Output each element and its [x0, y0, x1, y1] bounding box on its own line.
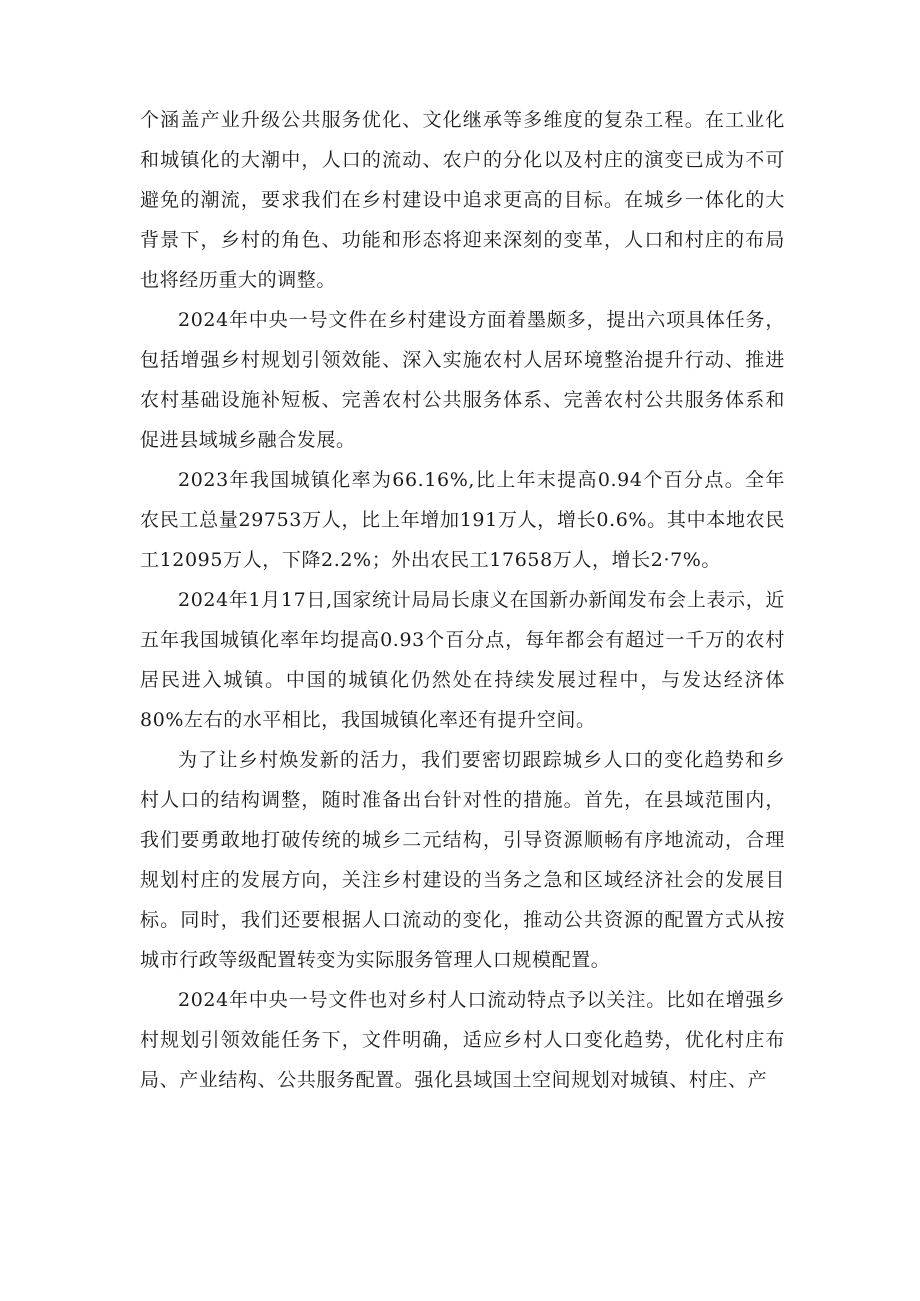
paragraph-4: 2024年1月17日,国家统计局局长康义在国新办新闻发布会上表示，近五年我国城镇化率年均提高0.93个百分点，每年都会有超过一千万的农村居民进入城镇。中国的城镇化仍然处在持续发展过程中，与发达经济体80%左右的水平相比，我国城镇化率还有提升空间。 [140, 589, 785, 731]
document-body [140, 100, 785, 1100]
paragraph-6: 2024年中央一号文件也对乡村人口流动特点予以关注。比如在增强乡村规划引领效能任务下，文件明确，适应乡村人口变化趋势，优化村庄布局、产业结构、公共服务配置。强化县域国土空间规划对城镇、村庄、产 [140, 989, 785, 1091]
paragraph-2: 2024年中央一号文件在乡村建设方面着墨颇多，提出六项具体任务，包括增强乡村规划引领效能、深入实施农村人居环境整治提升行动、推进农村基础设施补短板、完善农村公共服务体系、完善农村公共服务体系和促进县域城乡融合发展。 [140, 309, 785, 451]
paragraph-3: 2023年我国城镇化率为66.16%,比上年末提高0.94个百分点。全年农民工总量29753万人，比上年增加191万人，增长0.6%。其中本地农民工12095万人，下降2.2%；外出农民工17658万人，增长2·7%。 [140, 469, 785, 571]
paragraph-1: 个涵盖产业升级公共服务优化、文化继承等多维度的复杂工程。在工业化和城镇化的大潮中，人口的流动、农户的分化以及村庄的演变已成为不可避免的潮流，要求我们在乡村建设中追求更高的目标。在城乡一体化的大背景下，乡村的角色、功能和形态将迎来深刻的变革，人口和村庄的布局也将经历重大的调整。 [140, 109, 785, 291]
paragraph-5: 为了让乡村焕发新的活力，我们要密切跟踪城乡人口的变化趋势和乡村人口的结构调整，随时准备出台针对性的措施。首先，在县域范围内，我们要勇敢地打破传统的城乡二元结构，引导资源顺畅有序地流动，合理规划村庄的发展方向，关注乡村建设的当务之急和区域经济社会的发展目标。同时，我们还要根据人口流动的变化，推动公共资源的配置方式从按城市行政等级配置转变为实际服务管理人口规模配置。 [140, 749, 785, 971]
